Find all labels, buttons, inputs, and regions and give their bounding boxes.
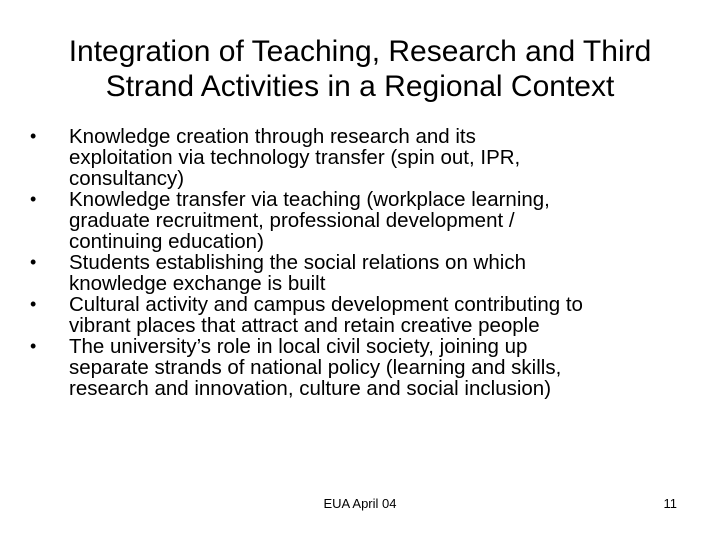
bullet-4-line-2: vibrant places that attract and retain creative people <box>69 314 540 337</box>
bullet-mark-icon: • <box>30 189 37 209</box>
bullet-3-line-1: Students establishing the social relations on which <box>69 251 526 274</box>
bullet-mark-icon: • <box>30 336 37 356</box>
slide-title <box>20 34 700 104</box>
bullet-1-line-1: Knowledge creation through research and its <box>69 125 476 148</box>
bullet-mark-icon: • <box>30 294 37 314</box>
bullet-1-line-2: exploitation via technology transfer (spin out, IPR, <box>69 146 521 169</box>
footer-text: EUA April 04 <box>323 496 397 511</box>
bullet-1-line-3: consultancy) <box>69 167 185 190</box>
bullet-item-1 <box>30 126 700 189</box>
bullet-5-line-1: The university’s role in local civil society, joining up <box>69 335 528 358</box>
slide-title-line-1: Integration of Teaching, Research and Third <box>68 35 652 68</box>
bullet-list <box>30 126 700 399</box>
bullet-3-line-2: knowledge exchange is built <box>69 272 326 295</box>
bullet-item-5 <box>30 336 700 399</box>
bullet-2-line-1: Knowledge transfer via teaching (workplace learning, <box>69 188 550 211</box>
bullet-2-line-2: graduate recruitment, professional development / <box>69 209 515 232</box>
bullet-4-line-1: Cultural activity and campus development contributing to <box>69 293 583 316</box>
bullet-mark-icon: • <box>30 126 37 146</box>
bullet-2-line-3: continuing education) <box>69 230 264 253</box>
bullet-item-4 <box>30 294 700 336</box>
bullet-mark-icon: • <box>30 252 37 272</box>
page-number: 11 <box>663 496 677 511</box>
bullet-5-line-2: separate strands of national policy (learning and skills, <box>69 356 562 379</box>
bullet-item-2 <box>30 189 700 252</box>
bullet-item-3 <box>30 252 700 294</box>
bullet-5-line-3: research and innovation, culture and social inclusion) <box>69 377 552 400</box>
slide-title-line-2: Strand Activities in a Regional Context <box>105 70 615 103</box>
